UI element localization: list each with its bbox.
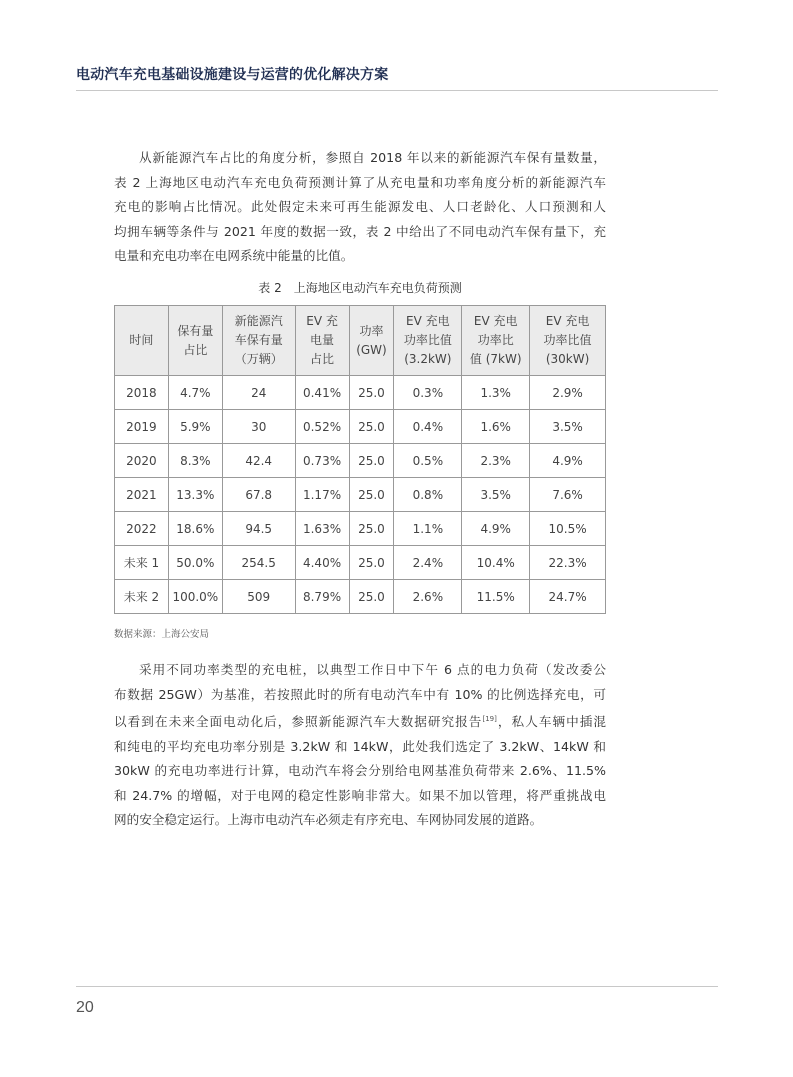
table-row bbox=[115, 376, 606, 410]
table-header-text: 保有量 bbox=[177, 323, 214, 338]
table-header-cell bbox=[462, 306, 530, 376]
table-row bbox=[115, 580, 606, 614]
table-cell: 2022 bbox=[115, 512, 169, 546]
table-cell: 10.4% bbox=[462, 546, 530, 580]
table-cell: 2.6% bbox=[394, 580, 462, 614]
table-cell: 22.3% bbox=[530, 546, 606, 580]
table-cell: 未来 2 bbox=[115, 580, 169, 614]
paragraph-line: 从新能源汽车占比的角度分析，参照自 2018 年以来的新能源汽车保有量数量， bbox=[139, 150, 606, 165]
table-cell: 25.0 bbox=[349, 410, 394, 444]
table-header-text: 占比 bbox=[310, 352, 335, 366]
table-cell: 13.3% bbox=[168, 478, 222, 512]
table-row bbox=[115, 410, 606, 444]
table-header-text: EV 充电 bbox=[473, 314, 518, 328]
paragraph-intro bbox=[114, 146, 606, 269]
table-header-text: （万辆） bbox=[234, 352, 283, 366]
table-header-text: EV 充电 bbox=[545, 314, 590, 328]
table-cell: 2.9% bbox=[530, 376, 606, 410]
table-header-cell bbox=[168, 306, 222, 376]
table-cell: 25.0 bbox=[349, 580, 394, 614]
table-cell: 1.3% bbox=[462, 376, 530, 410]
table-cell: 2020 bbox=[115, 444, 169, 478]
table-cell: 0.8% bbox=[394, 478, 462, 512]
table-header-text: 电量 bbox=[310, 333, 335, 347]
table-cell: 3.5% bbox=[462, 478, 530, 512]
table-cell: 0.73% bbox=[295, 444, 349, 478]
table-cell: 24.7% bbox=[530, 580, 606, 614]
paragraph-line: 网的安全稳定运行。上海市电动汽车必须走有序充电、车网协同发展的道路。 bbox=[114, 812, 543, 827]
table-header-cell bbox=[222, 306, 295, 376]
table-cell: 0.52% bbox=[295, 410, 349, 444]
paragraph-line: 均拥车辆等条件与 2021 年度的数据一致，表 2 中给出了不同电动汽车保有量下，充 bbox=[114, 223, 606, 239]
table-header-cell bbox=[115, 306, 169, 376]
table-row bbox=[115, 546, 606, 580]
paragraph-line: 布数据 25GW）为基准，若按照此时的所有电动汽车中有 10% 的比例选择充电，可 bbox=[114, 686, 606, 702]
table-header-text: 车保有量 bbox=[234, 333, 283, 347]
table-header-text: 时间 bbox=[129, 333, 154, 347]
table-cell: 25.0 bbox=[349, 444, 394, 478]
paragraph-line: 30kW 的充电功率进行计算，电动汽车将会分别给电网基准负荷带来 2.6%、11.5% bbox=[114, 763, 606, 778]
table-cell: 30 bbox=[222, 410, 295, 444]
table-cell: 24 bbox=[222, 376, 295, 410]
table-cell: 0.41% bbox=[295, 376, 349, 410]
table-cell: 4.9% bbox=[462, 512, 530, 546]
table-header-cell bbox=[530, 306, 606, 376]
data-source-note: 数据来源：上海公安局 bbox=[114, 629, 210, 640]
table-cell: 8.79% bbox=[295, 580, 349, 614]
table-cell: 1.17% bbox=[295, 478, 349, 512]
table-cell: 509 bbox=[222, 580, 295, 614]
table-cell: 11.5% bbox=[462, 580, 530, 614]
table-cell: 50.0% bbox=[168, 546, 222, 580]
paragraph-line: 充电的影响占比情况。此处假定未来可再生能源发电、人口老龄化、人口预测和人 bbox=[114, 199, 606, 214]
table-header-text: (3.2kW) bbox=[404, 352, 452, 366]
paragraph-text: ，私人车辆中插混 bbox=[496, 714, 607, 729]
table-cell: 25.0 bbox=[349, 478, 394, 512]
table-row bbox=[115, 512, 606, 546]
table-caption: 表 2 上海地区电动汽车充电负荷预测 bbox=[258, 281, 462, 295]
table-cell: 5.9% bbox=[168, 410, 222, 444]
table-header-text: 功率比值 bbox=[403, 333, 452, 347]
table-cell: 4.9% bbox=[530, 444, 606, 478]
table-header-cell bbox=[394, 306, 462, 376]
table-cell: 1.6% bbox=[462, 410, 530, 444]
paragraph-line: 电量和充电功率在电网系统中能量的比值。 bbox=[114, 248, 354, 263]
table-header-text: EV 充电 bbox=[406, 314, 450, 328]
table-cell: 10.5% bbox=[530, 512, 606, 546]
footer-divider bbox=[76, 986, 718, 987]
table-cell: 0.3% bbox=[394, 376, 462, 410]
table-header-text: 新能源汽 bbox=[234, 314, 283, 328]
table-cell: 42.4 bbox=[222, 444, 295, 478]
header-divider bbox=[76, 90, 718, 91]
table-cell: 2018 bbox=[115, 376, 169, 410]
table-cell: 100.0% bbox=[168, 580, 222, 614]
table-cell: 94.5 bbox=[222, 512, 295, 546]
table-cell: 18.6% bbox=[168, 512, 222, 546]
table-cell: 254.5 bbox=[222, 546, 295, 580]
table-header-text: (GW) bbox=[356, 342, 387, 357]
table-cell: 1.63% bbox=[295, 512, 349, 546]
table-cell: 8.3% bbox=[168, 444, 222, 478]
table-header-row bbox=[115, 306, 606, 376]
table-row bbox=[115, 478, 606, 512]
paragraph-line: 和 24.7% 的增幅，对于电网的稳定性影响非常大。如果不加以管理，将严重挑战电 bbox=[114, 787, 606, 803]
table-header-cell bbox=[295, 306, 349, 376]
charging-load-table bbox=[114, 305, 606, 614]
page-number: 20 bbox=[76, 999, 94, 1016]
table-header-text: EV 充 bbox=[306, 314, 338, 328]
table-header-text: 功率比值 bbox=[543, 333, 592, 347]
table-row bbox=[115, 444, 606, 478]
table-cell: 未来 1 bbox=[115, 546, 169, 580]
table-header-text: 功率 bbox=[359, 323, 384, 338]
running-header-title: 电动汽车充电基础设施建设与运营的优化解决方案 bbox=[76, 67, 389, 83]
table-cell: 4.7% bbox=[168, 376, 222, 410]
citation-ref: [19] bbox=[482, 715, 497, 723]
table-cell: 2.4% bbox=[394, 546, 462, 580]
table-cell: 2021 bbox=[115, 478, 169, 512]
table-cell: 7.6% bbox=[530, 478, 606, 512]
table-cell: 0.4% bbox=[394, 410, 462, 444]
paragraph-line: 表 2 上海地区电动汽车充电负荷预测计算了从充电量和功率角度分析的新能源汽车 bbox=[114, 174, 606, 190]
table-header-text: 值 (7kW) bbox=[469, 352, 522, 366]
table-cell: 4.40% bbox=[295, 546, 349, 580]
table-cell: 25.0 bbox=[349, 376, 394, 410]
table-cell: 25.0 bbox=[349, 546, 394, 580]
paragraph-line: 采用不同功率类型的充电桩，以典型工作日中下午 6 点的电力负荷（发改委公 bbox=[139, 662, 606, 677]
table-cell: 67.8 bbox=[222, 478, 295, 512]
table-cell: 1.1% bbox=[394, 512, 462, 546]
table-header-text: 功率比 bbox=[477, 333, 514, 347]
table-cell: 3.5% bbox=[530, 410, 606, 444]
paragraph-line bbox=[114, 707, 606, 735]
table-header-text: 占比 bbox=[183, 342, 208, 357]
paragraph-analysis bbox=[114, 658, 606, 833]
table-header-text: (30kW) bbox=[545, 352, 590, 366]
table-cell: 25.0 bbox=[349, 512, 394, 546]
table-cell: 2.3% bbox=[462, 444, 530, 478]
paragraph-line: 和纯电的平均充电功率分别是 3.2kW 和 14kW，此处我们选定了 3.2kW、14kW 和 bbox=[114, 738, 606, 754]
table-cell: 2019 bbox=[115, 410, 169, 444]
paragraph-text: 以看到在未来全面电动化后，参照新能源汽车大数据研究报告 bbox=[114, 714, 483, 729]
table-cell: 0.5% bbox=[394, 444, 462, 478]
table-header-cell bbox=[349, 306, 394, 376]
